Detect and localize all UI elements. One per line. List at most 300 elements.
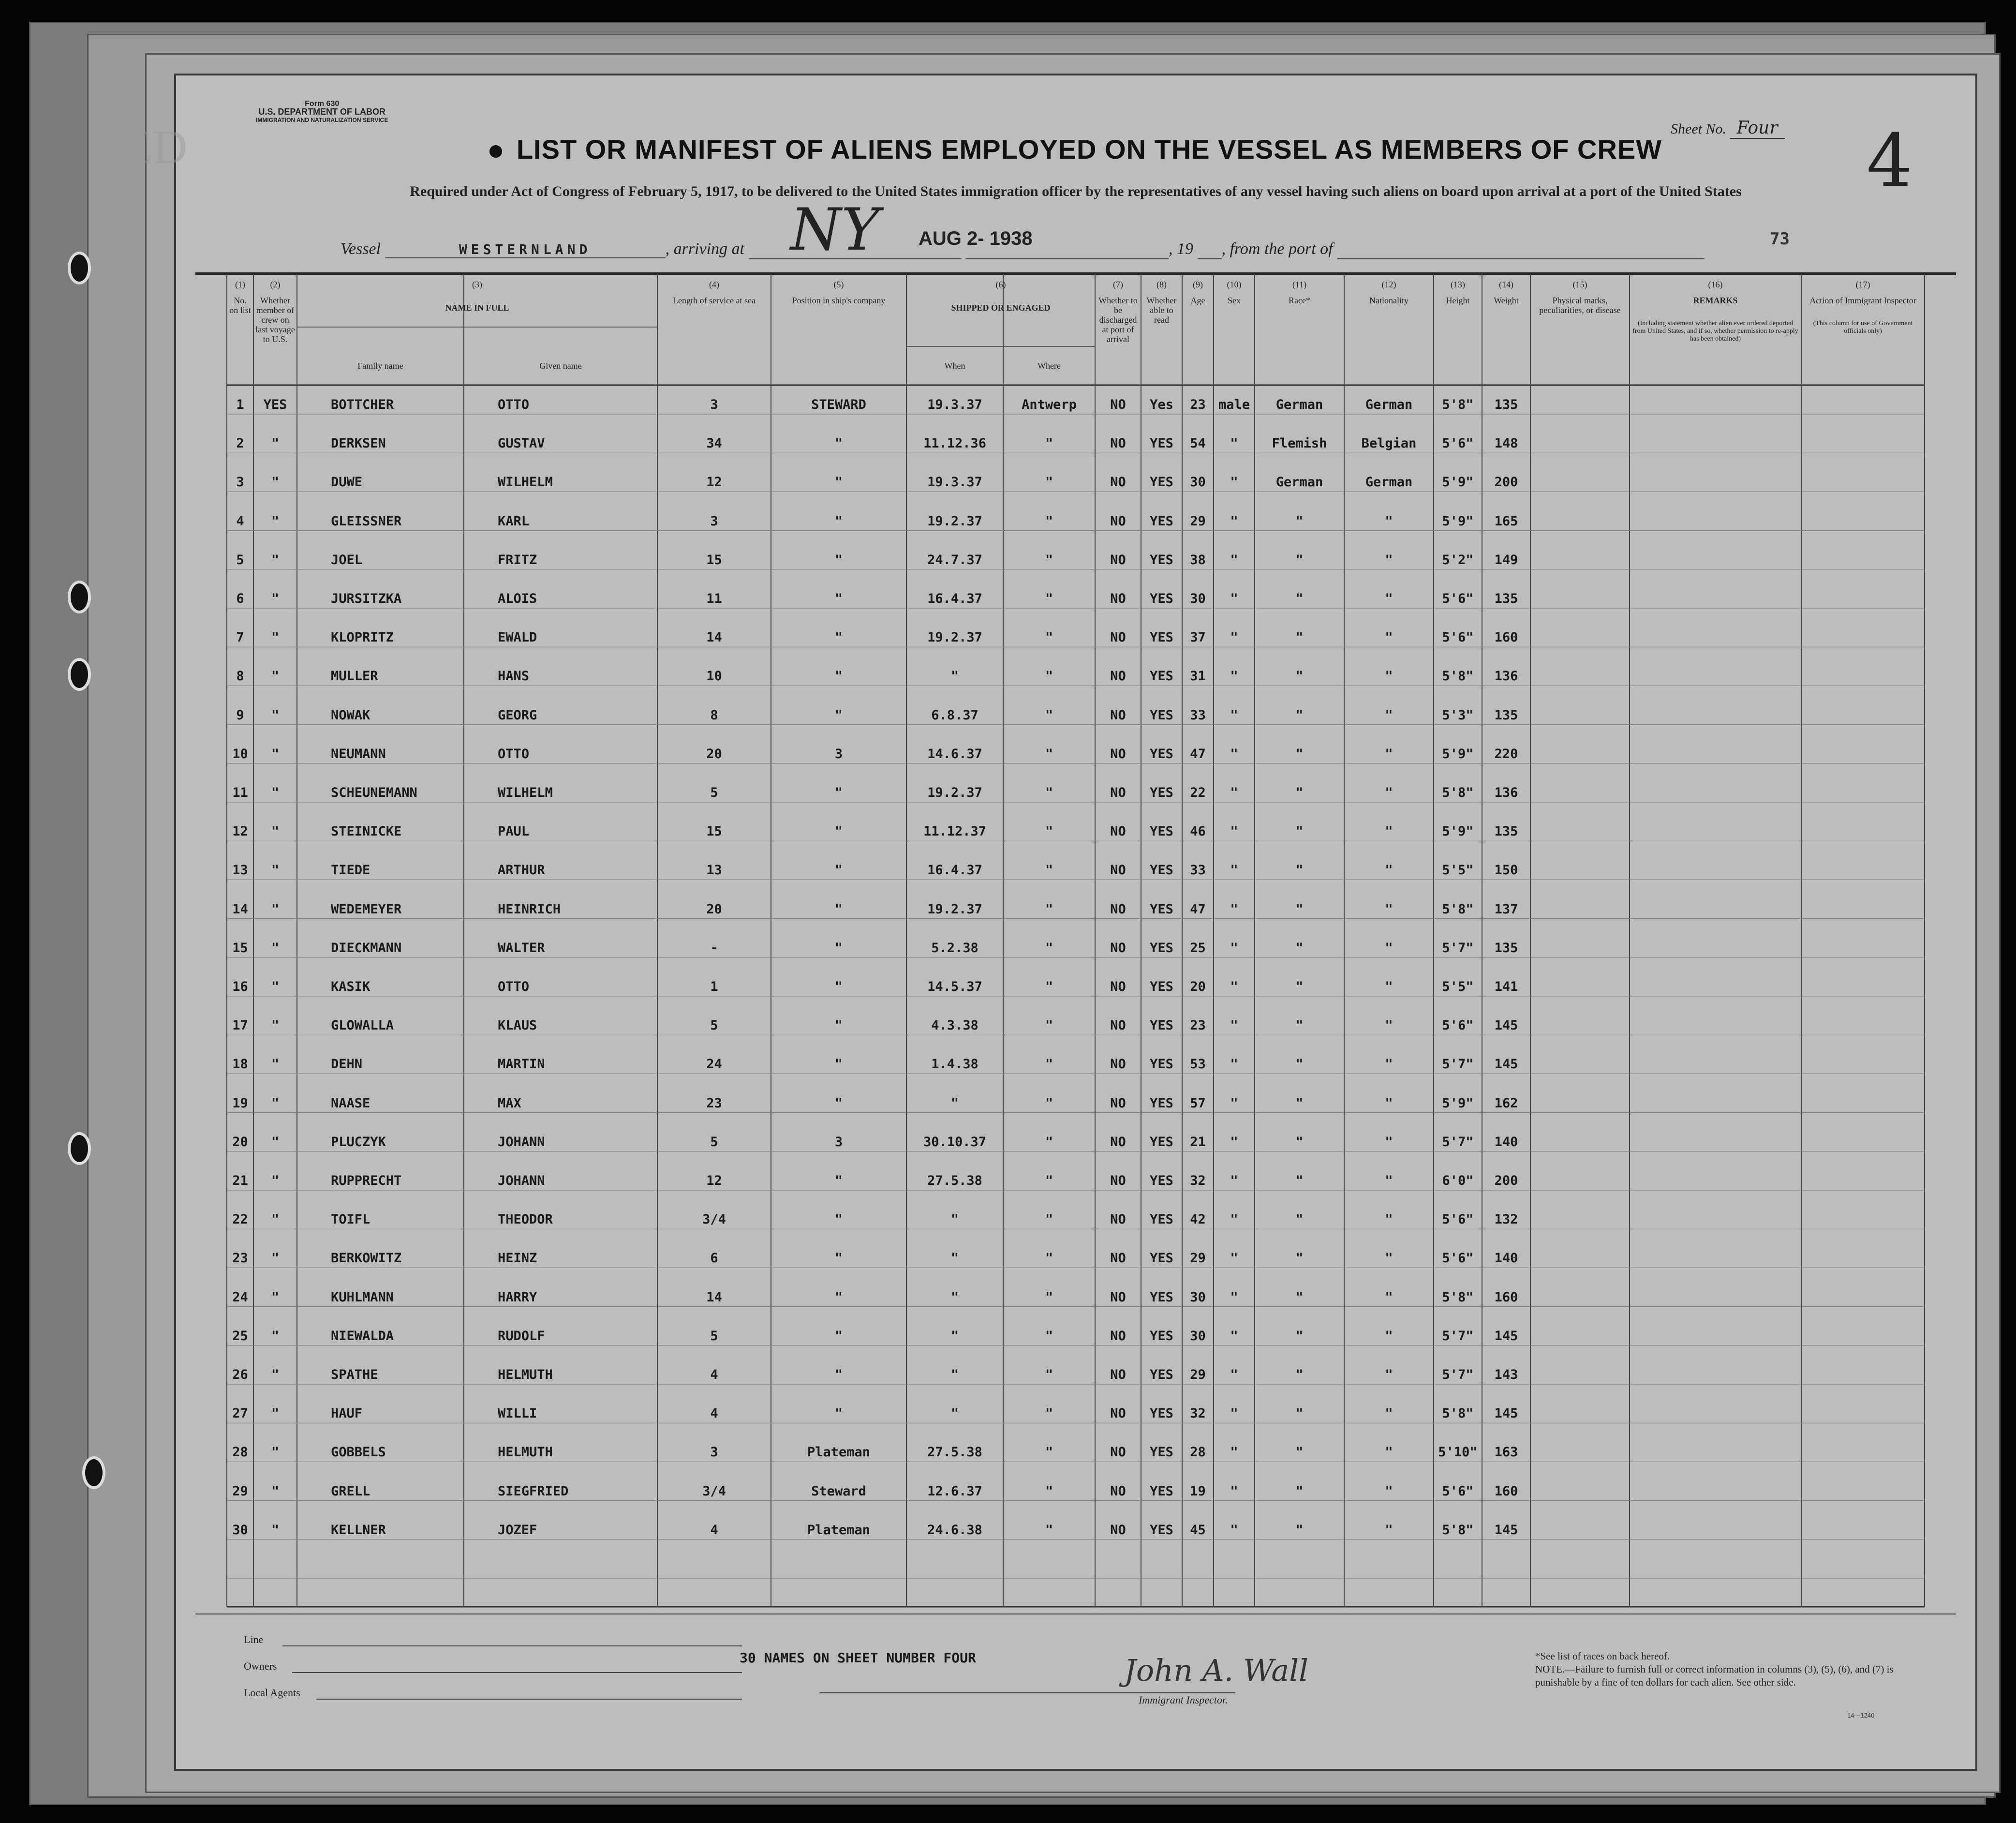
cell-disch: NO [1110, 552, 1126, 568]
cell-family: BERKOWITZ [331, 1251, 402, 1266]
cell-sex: " [1230, 824, 1238, 839]
cell-race: " [1295, 1095, 1304, 1111]
cell-weight: 220 [1494, 746, 1518, 762]
cell-last: " [271, 552, 280, 568]
cell-height: 6'0" [1442, 1173, 1474, 1188]
cell-disch: NO [1110, 475, 1126, 490]
cell-when: 1.4.38 [931, 1057, 978, 1072]
cell-no: 5 [236, 552, 244, 568]
cell-weight: 162 [1494, 1095, 1518, 1111]
local-agents-label: Local Agents [244, 1687, 300, 1699]
column-label: Whether able to read [1146, 296, 1177, 325]
cell-position: " [834, 669, 843, 684]
cell-nat: " [1385, 863, 1393, 878]
cell-position: " [834, 1173, 843, 1188]
cell-weight: 137 [1494, 901, 1518, 917]
cell-last: " [271, 1057, 280, 1072]
cell-where: " [1045, 1095, 1053, 1111]
cell-service: 5 [710, 1328, 718, 1344]
cell-position: Steward [811, 1483, 866, 1499]
cell-weight: 135 [1494, 940, 1518, 956]
cell-service: 5 [710, 1134, 718, 1150]
cell-no: 19 [232, 1095, 248, 1111]
cell-race: " [1295, 785, 1304, 800]
cell-where: " [1045, 1522, 1053, 1538]
cell-nat: " [1385, 1173, 1393, 1188]
cell-race: " [1295, 707, 1304, 723]
cell-service: 3 [710, 1445, 718, 1460]
cell-when: " [950, 1251, 959, 1266]
cell-read: YES [1150, 1095, 1173, 1111]
cell-given: KLAUS [498, 1018, 537, 1033]
cell-sex: " [1230, 475, 1238, 490]
cell-race: " [1295, 1328, 1304, 1344]
cell-last: " [271, 824, 280, 839]
signature-line [819, 1692, 1235, 1693]
cell-service: 24 [706, 1057, 722, 1072]
cell-family: NOWAK [331, 707, 371, 723]
cell-position: 3 [834, 746, 843, 762]
cell-nat: " [1385, 591, 1393, 606]
cell-last: " [271, 1134, 280, 1150]
cell-no: 22 [232, 1212, 248, 1227]
cell-position: " [834, 1212, 843, 1227]
column-number: (13) [1451, 280, 1465, 289]
cell-service: 15 [706, 552, 722, 568]
footnotes [1535, 1650, 1903, 1689]
cell-height: 5'8" [1442, 1522, 1474, 1538]
cell-nat: " [1385, 1057, 1393, 1072]
cell-race: " [1295, 824, 1304, 839]
column-sublabel: Family name [357, 361, 403, 371]
manifest-title: LIST OR MANIFEST OF ALIENS EMPLOYED ON THE VESSEL AS MEMBERS OF CREW [516, 134, 1662, 164]
cell-disch: NO [1110, 940, 1126, 956]
cell-nat: " [1385, 1445, 1393, 1460]
year-label: , 19 [1169, 240, 1193, 258]
cell-family: KASIK [331, 979, 371, 994]
owners-label: Owners [244, 1660, 277, 1672]
cell-disch: NO [1110, 1173, 1126, 1188]
column-sublabel: When [944, 361, 965, 371]
cell-where: " [1045, 1328, 1053, 1344]
cell-where: " [1045, 940, 1053, 956]
cell-nat: " [1385, 746, 1393, 762]
cell-when: 5.2.38 [931, 940, 978, 956]
cell-where: Antwerp [1022, 397, 1077, 412]
cell-family: SPATHE [331, 1367, 378, 1382]
cell-read: YES [1150, 979, 1173, 994]
cell-position: " [834, 863, 843, 878]
cell-last: " [271, 513, 280, 529]
cell-nat: German [1365, 397, 1413, 412]
cell-service: 4 [710, 1406, 718, 1421]
cell-when: 19.2.37 [927, 785, 982, 800]
cell-where: " [1045, 863, 1053, 878]
column-number: (1) [235, 280, 245, 289]
cell-last: " [271, 1328, 280, 1344]
sheet-value: Four [1730, 118, 1784, 139]
cell-position: " [834, 707, 843, 723]
cell-race: " [1295, 1173, 1304, 1188]
cell-sex: " [1230, 1212, 1238, 1227]
cell-where: " [1045, 1406, 1053, 1421]
column-number: (17) [1855, 280, 1870, 289]
cell-sex: " [1230, 1251, 1238, 1266]
cell-age: 30 [1190, 591, 1206, 606]
column-number: (4) [709, 280, 719, 289]
cell-age: 32 [1190, 1406, 1206, 1421]
cell-last: " [271, 1212, 280, 1227]
cell-service: 4 [710, 1367, 718, 1382]
sheet-big-number: 4 [1867, 119, 1913, 203]
cell-sex: " [1230, 785, 1238, 800]
cell-disch: NO [1110, 824, 1126, 839]
cell-sex: " [1230, 707, 1238, 723]
cell-race: " [1295, 746, 1304, 762]
column-number: (7) [1113, 280, 1123, 289]
cell-height: 5'5" [1442, 979, 1474, 994]
cell-age: 38 [1190, 552, 1206, 568]
cell-height: 5'8" [1442, 669, 1474, 684]
cell-race: " [1295, 901, 1304, 917]
line-label: Line [244, 1633, 264, 1645]
column-sublabel: Where [1038, 361, 1061, 371]
cell-nat: " [1385, 901, 1393, 917]
cell-where: " [1045, 901, 1053, 917]
cell-sex: " [1230, 863, 1238, 878]
cell-family: DERKSEN [331, 436, 386, 451]
cell-service: 10 [706, 669, 722, 684]
cell-race: " [1295, 1367, 1304, 1382]
races-footnote: *See list of races on back hereof. [1535, 1650, 1670, 1662]
cell-family: DEHN [331, 1057, 363, 1072]
cell-last: " [271, 707, 280, 723]
cell-read: YES [1150, 1134, 1173, 1150]
column-label: REMARKS [1693, 296, 1738, 305]
cell-when: 27.5.38 [927, 1173, 982, 1188]
cell-sex: " [1230, 901, 1238, 917]
cell-no: 7 [236, 630, 244, 645]
cell-disch: NO [1110, 1406, 1126, 1421]
cell-nat: " [1385, 824, 1393, 839]
cell-service: 3/4 [702, 1212, 726, 1227]
arriving-label: , arriving at [665, 240, 744, 258]
cell-when: " [950, 1406, 959, 1421]
cell-position: 3 [834, 1134, 843, 1150]
cell-position: " [834, 1018, 843, 1033]
cell-height: 5'7" [1442, 940, 1474, 956]
cell-age: 25 [1190, 940, 1206, 956]
cell-nat: " [1385, 940, 1393, 956]
cell-race: " [1295, 1057, 1304, 1072]
cell-service: 4 [710, 1522, 718, 1538]
cell-no: 24 [232, 1289, 248, 1305]
column-label: Position in ship's company [792, 296, 886, 305]
cell-nat: " [1385, 1483, 1393, 1499]
cell-disch: NO [1110, 1522, 1126, 1538]
cell-last: " [271, 1406, 280, 1421]
cell-age: 32 [1190, 1173, 1206, 1188]
cell-weight: 145 [1494, 1057, 1518, 1072]
column-number: (6) [995, 280, 1006, 289]
cell-last: " [271, 1251, 280, 1266]
cell-family: DIECKMANN [331, 940, 402, 956]
cell-age: 33 [1190, 707, 1206, 723]
column-label: No. on list [229, 296, 251, 315]
cell-service: 23 [706, 1095, 722, 1111]
cell-race: " [1295, 513, 1304, 529]
cell-age: 30 [1190, 1289, 1206, 1305]
cell-height: 5'9" [1442, 824, 1474, 839]
cell-given: MAX [498, 1095, 521, 1111]
cell-age: 53 [1190, 1057, 1206, 1072]
cell-last: " [271, 475, 280, 490]
cell-given: HANS [498, 669, 530, 684]
column-sublabel: Given name [539, 361, 582, 371]
cell-weight: 145 [1494, 1522, 1518, 1538]
cell-age: 30 [1190, 1328, 1206, 1344]
cell-position: " [834, 901, 843, 917]
cell-position: Plateman [807, 1522, 871, 1538]
cell-last: " [271, 1018, 280, 1033]
cell-family: DUWE [331, 475, 363, 490]
cell-race: " [1295, 1134, 1304, 1150]
cell-position: " [834, 1406, 843, 1421]
cell-last: " [271, 1445, 280, 1460]
cell-sex: " [1230, 1445, 1238, 1460]
sheet-label: Sheet No. [1671, 121, 1726, 137]
cell-service: 20 [706, 746, 722, 762]
column-label: Whether member of crew on last voyage to U.S. [255, 296, 295, 344]
cell-when: 14.6.37 [927, 746, 982, 762]
cell-last: " [271, 785, 280, 800]
cell-position: " [834, 1057, 843, 1072]
cell-where: " [1045, 552, 1053, 568]
cell-family: NIEWALDA [331, 1328, 394, 1344]
cell-height: 5'7" [1442, 1134, 1474, 1150]
cell-disch: NO [1110, 1367, 1126, 1382]
cell-family: RUPPRECHT [331, 1173, 402, 1188]
cell-position: " [834, 630, 843, 645]
faded-stamp: ED [123, 120, 188, 174]
cell-race: " [1295, 1251, 1304, 1266]
cell-nat: Belgian [1361, 436, 1417, 451]
department-name: U.S. DEPARTMENT OF LABOR [258, 107, 385, 117]
cell-last: " [271, 979, 280, 994]
cell-weight: 140 [1494, 1251, 1518, 1266]
cell-age: 30 [1190, 475, 1206, 490]
cell-given: HARRY [498, 1289, 537, 1305]
cell-last: " [271, 1367, 280, 1382]
cell-weight: 135 [1494, 591, 1518, 606]
cell-weight: 145 [1494, 1328, 1518, 1344]
cell-disch: NO [1110, 436, 1126, 451]
form-number: Form 630 [305, 100, 340, 108]
cell-service: 12 [706, 1173, 722, 1188]
cell-where: " [1045, 1367, 1053, 1382]
cell-when: 12.6.37 [927, 1483, 982, 1499]
manifest-page [123, 74, 1977, 1771]
cell-nat: " [1385, 1328, 1393, 1344]
cell-read: YES [1150, 707, 1173, 723]
cell-position: " [834, 785, 843, 800]
cell-race: " [1295, 1483, 1304, 1499]
cell-read: YES [1150, 1328, 1173, 1344]
cell-family: GRELL [331, 1483, 371, 1499]
cell-no: 1 [236, 397, 244, 412]
cell-age: 22 [1190, 785, 1206, 800]
cell-nat: " [1385, 1289, 1393, 1305]
cell-read: YES [1150, 1212, 1173, 1227]
cell-service: 3 [710, 397, 718, 412]
cell-family: KLOPRITZ [331, 630, 394, 645]
binder-hole [68, 252, 91, 284]
cell-race: " [1295, 630, 1304, 645]
column-label: Whether to be discharged at port of arrival [1098, 296, 1138, 344]
penalty-note: NOTE.—Failure to furnish full or correct information in columns (3), (5), (6), and (7) is punishable by a fine of ten dollars for each alien. See other side. [1535, 1663, 1894, 1688]
cell-read: YES [1150, 1522, 1173, 1538]
cell-read: YES [1150, 1018, 1173, 1033]
cell-read: YES [1150, 1057, 1173, 1072]
cell-nat: " [1385, 1095, 1393, 1111]
cell-given: JOHANN [498, 1134, 545, 1150]
cell-family: PLUCZYK [331, 1134, 386, 1150]
cell-when: 24.7.37 [927, 552, 982, 568]
cell-when: 6.8.37 [931, 707, 978, 723]
cell-age: 42 [1190, 1212, 1206, 1227]
binder-hole [68, 581, 91, 613]
cell-given: KARL [498, 513, 530, 529]
cell-height: 5'9" [1442, 746, 1474, 762]
cell-last: " [271, 746, 280, 762]
cell-service: 12 [706, 475, 722, 490]
cell-last: " [271, 1173, 280, 1188]
cell-disch: NO [1110, 863, 1126, 878]
cell-sex: " [1230, 1018, 1238, 1033]
cell-nat: " [1385, 785, 1393, 800]
cell-nat: " [1385, 707, 1393, 723]
cell-last: " [271, 630, 280, 645]
cell-no: 18 [232, 1057, 248, 1072]
cell-race: " [1295, 1522, 1304, 1538]
cell-read: YES [1150, 630, 1173, 645]
cell-height: 5'6" [1442, 436, 1474, 451]
cell-sex: " [1230, 630, 1238, 645]
cell-where: " [1045, 513, 1053, 529]
column-number: (3) [472, 280, 482, 289]
cell-disch: NO [1110, 707, 1126, 723]
cell-weight: 149 [1494, 552, 1518, 568]
cell-given: WILLI [498, 1406, 537, 1421]
cell-disch: NO [1110, 979, 1126, 994]
column-number: (12) [1381, 280, 1396, 289]
cell-height: 5'8" [1442, 901, 1474, 917]
cell-read: YES [1150, 1367, 1173, 1382]
cell-no: 21 [232, 1173, 248, 1188]
cell-no: 3 [236, 475, 244, 490]
cell-weight: 141 [1494, 979, 1518, 994]
cell-last: " [271, 591, 280, 606]
cell-given: GEORG [498, 707, 537, 723]
cell-nat: German [1365, 475, 1413, 490]
cell-sex: " [1230, 1057, 1238, 1072]
cell-sex: " [1230, 1173, 1238, 1188]
cell-race: German [1275, 397, 1323, 412]
cell-disch: NO [1110, 1251, 1126, 1266]
cell-no: 20 [232, 1134, 248, 1150]
arriving-port-handwritten: NY [790, 196, 880, 264]
cell-last: " [271, 1483, 280, 1499]
owners-blank [292, 1672, 742, 1673]
cell-when: 19.3.37 [927, 397, 982, 412]
cell-no: 26 [232, 1367, 248, 1382]
cell-service: 1 [710, 979, 718, 994]
cell-weight: 132 [1494, 1212, 1518, 1227]
column-label: NAME IN FULL [445, 303, 509, 313]
cell-read: YES [1150, 746, 1173, 762]
cell-race: Flemish [1272, 436, 1327, 451]
cell-given: OTTO [498, 746, 530, 762]
cell-given: ALOIS [498, 591, 537, 606]
cell-when: 4.3.38 [931, 1018, 978, 1033]
cell-disch: NO [1110, 669, 1126, 684]
column-label: Age [1190, 296, 1205, 305]
cell-no: 6 [236, 591, 244, 606]
cell-given: ARTHUR [498, 863, 545, 878]
cell-position: " [834, 1289, 843, 1305]
cell-read: YES [1150, 1406, 1173, 1421]
cell-given: WILHELM [498, 475, 553, 490]
cell-position: " [834, 1328, 843, 1344]
cell-given: HELMUTH [498, 1367, 553, 1382]
cell-family: TOIFL [331, 1212, 371, 1227]
cell-where: " [1045, 436, 1053, 451]
cell-where: " [1045, 785, 1053, 800]
cell-last: " [271, 436, 280, 451]
cell-height: 5'2" [1442, 552, 1474, 568]
cell-no: 27 [232, 1406, 248, 1421]
cell-when: " [950, 1367, 959, 1382]
cell-weight: 140 [1494, 1134, 1518, 1150]
cell-read: YES [1150, 1251, 1173, 1266]
cell-sex: " [1230, 436, 1238, 451]
cell-no: 15 [232, 940, 248, 956]
cell-where: " [1045, 475, 1053, 490]
cell-disch: NO [1110, 1095, 1126, 1111]
cell-given: WALTER [498, 940, 545, 956]
column-label: Sex [1228, 296, 1241, 305]
cell-disch: NO [1110, 785, 1126, 800]
cell-no: 4 [236, 513, 244, 529]
cell-nat: " [1385, 552, 1393, 568]
cell-race: " [1295, 979, 1304, 994]
column-label: Nationality [1369, 296, 1408, 305]
cell-height: 5'7" [1442, 1367, 1474, 1382]
cell-where: " [1045, 1173, 1053, 1188]
cell-family: GLOWALLA [331, 1018, 394, 1033]
cell-race: " [1295, 1018, 1304, 1033]
cell-last: " [271, 940, 280, 956]
cell-service: 5 [710, 1018, 718, 1033]
cell-read: YES [1150, 669, 1173, 684]
column-number: (16) [1708, 280, 1723, 289]
cell-position: " [834, 1095, 843, 1111]
cell-disch: NO [1110, 513, 1126, 529]
column-number: (10) [1227, 280, 1242, 289]
cell-given: OTTO [498, 397, 530, 412]
cell-no: 9 [236, 707, 244, 723]
cell-age: 29 [1190, 513, 1206, 529]
